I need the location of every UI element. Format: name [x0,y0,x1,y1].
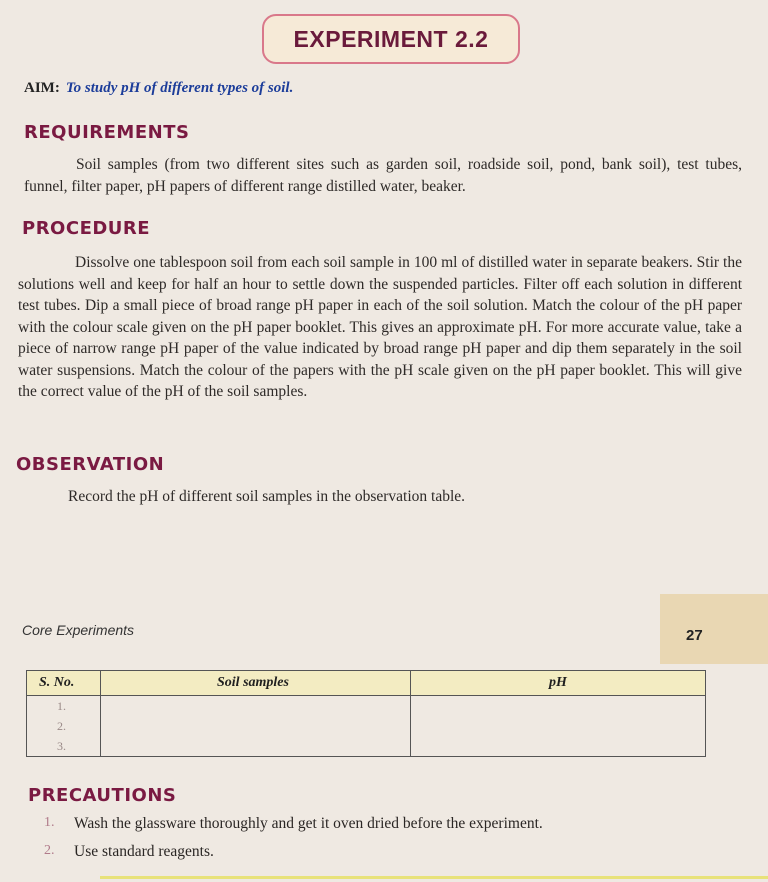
list-number: 2. [44,843,55,858]
procedure-heading: PROCEDURE [22,218,151,239]
page-number: 27 [686,627,703,644]
row-number: 2. [27,716,101,736]
aim-label: AIM: [24,80,60,96]
observation-table [26,670,706,757]
list-item [44,843,543,871]
experiment-title: EXPERIMENT 2.2 [262,14,520,64]
list-text: Use standard reagents. [74,843,214,860]
procedure-text: Dissolve one tablespoon soil from each soil sample in 100 ml of distilled water in separate beakers. Stir the solutions well and keep for half an hour to settle down the suspended particles. Filter off each solution in different test tubes. Dip a small piece of broad range pH paper in each of the soil solution. Match the colour of the pH paper with the colour scale given on the pH paper booklet. This gives an approximate pH. For more accurate value, take a piece of narrow range pH paper of the value indicated by broad range pH paper and dip them separately in the soil water suspensions. Match the colour of the papers with the pH scale given on the pH paper booklet. This will give the correct value of the pH of the soil samples. [18,254,742,400]
requirements-text: Soil samples (from two different sites such as garden soil, roadside soil, pond, bank soil), test tubes, funnel, filter paper, pH papers of different range distilled water, beaker. [24,156,742,195]
soil-sample-cell [101,716,411,736]
row-number: 1. [27,696,101,717]
list-item [44,815,543,843]
page-number-tab [660,594,768,664]
ph-cell [411,696,706,717]
soil-sample-cell [101,696,411,717]
footer-section-name: Core Experiments [22,622,135,638]
table-row [27,736,706,757]
observation-text: Record the pH of different soil samples in the observation table. [68,488,466,505]
header-ph: pH [411,671,706,696]
requirements-heading: REQUIREMENTS [24,122,190,143]
precautions-list [44,815,543,871]
row-number: 3. [27,736,101,757]
aim-text: To study pH of different types of soil. [65,80,294,96]
soil-sample-cell [101,736,411,757]
bottom-highlight-rule [100,876,768,879]
list-text: Wash the glassware thoroughly and get it oven dried before the experiment. [74,815,543,832]
observation-heading: OBSERVATION [16,454,165,475]
precautions-heading: PRECAUTIONS [28,785,177,806]
ph-cell [411,716,706,736]
list-number: 1. [44,815,55,830]
table-header-row [27,671,706,696]
header-sno: S. No. [27,671,101,696]
aim-line [24,80,293,97]
ph-cell [411,736,706,757]
header-soil-samples: Soil samples [101,671,411,696]
table-row [27,716,706,736]
table-row [27,696,706,717]
